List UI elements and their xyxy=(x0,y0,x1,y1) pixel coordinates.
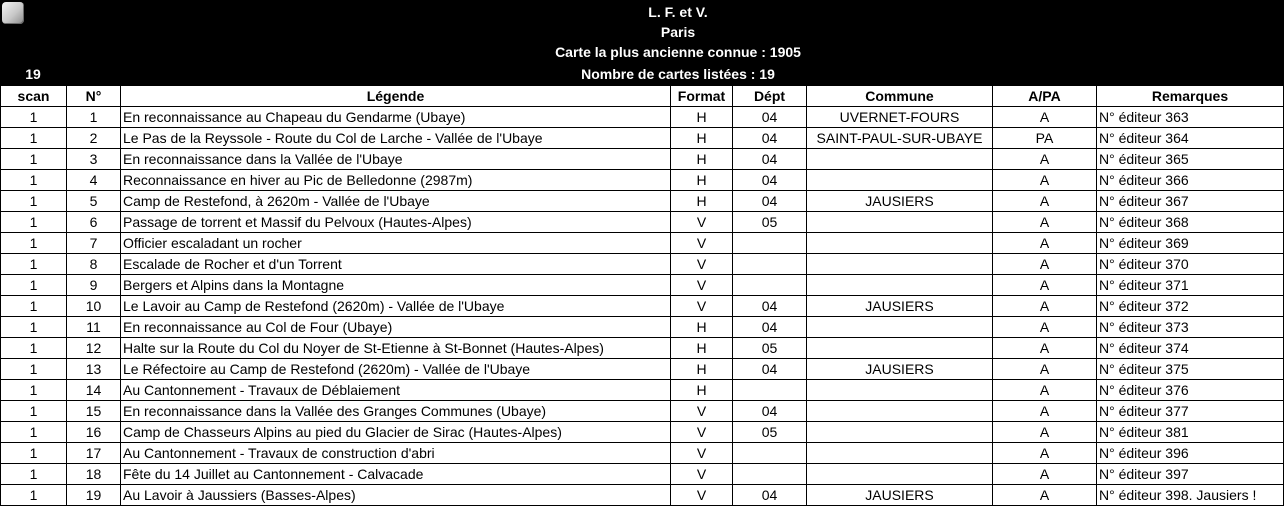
scan-cell[interactable]: 1 xyxy=(1,443,67,464)
column-header-legend[interactable]: Légende xyxy=(121,86,671,107)
remarks-cell[interactable]: N° éditeur 370 xyxy=(1097,254,1284,275)
commune-cell[interactable] xyxy=(807,212,993,233)
format-cell[interactable]: H xyxy=(671,317,733,338)
postcard-table xyxy=(0,85,1284,506)
commune-cell[interactable]: SAINT-PAUL-SUR-UBAYE xyxy=(807,128,993,149)
remarks-cell[interactable]: N° éditeur 374 xyxy=(1097,338,1284,359)
table-row xyxy=(1,422,1284,443)
table-row xyxy=(1,233,1284,254)
a-pa-cell[interactable]: A xyxy=(993,485,1097,506)
legend-cell[interactable]: Halte sur la Route du Col du Noyer de St-Etienne à St-Bonnet (Hautes-Alpes) xyxy=(121,338,671,359)
a-pa-cell[interactable]: A xyxy=(993,254,1097,275)
number-cell[interactable]: 14 xyxy=(67,380,121,401)
department-cell[interactable]: 04 xyxy=(733,485,807,506)
remarks-cell[interactable]: N° éditeur 369 xyxy=(1097,233,1284,254)
table-row xyxy=(1,107,1284,128)
commune-cell[interactable] xyxy=(807,254,993,275)
a-pa-cell[interactable]: A xyxy=(993,275,1097,296)
a-pa-cell[interactable]: A xyxy=(993,380,1097,401)
table-row xyxy=(1,464,1284,485)
scan-cell[interactable]: 1 xyxy=(1,380,67,401)
table-row xyxy=(1,128,1284,149)
department-cell[interactable] xyxy=(733,254,807,275)
commune-cell[interactable] xyxy=(807,443,993,464)
scan-cell[interactable]: 1 xyxy=(1,296,67,317)
table-row xyxy=(1,485,1284,506)
legend-cell[interactable]: Au Cantonnement - Travaux de construction d'abri xyxy=(121,443,671,464)
legend-cell[interactable]: Camp de Chasseurs Alpins au pied du Glacier de Sirac (Hautes-Alpes) xyxy=(121,422,671,443)
legend-cell[interactable]: Escalade de Rocher et d'un Torrent xyxy=(121,254,671,275)
table-row xyxy=(1,191,1284,212)
legend-cell[interactable]: Le Lavoir au Camp de Restefond (2620m) - Vallée de l'Ubaye xyxy=(121,296,671,317)
remarks-cell[interactable]: N° éditeur 377 xyxy=(1097,401,1284,422)
remarks-cell[interactable]: N° éditeur 376 xyxy=(1097,380,1284,401)
format-cell[interactable]: V xyxy=(671,485,733,506)
legend-cell[interactable]: Le Pas de la Reyssole - Route du Col de Larche - Vallée de l'Ubaye xyxy=(121,128,671,149)
remarks-cell[interactable]: N° éditeur 366 xyxy=(1097,170,1284,191)
legend-cell[interactable]: Officier escaladant un rocher xyxy=(121,233,671,254)
number-cell[interactable]: 7 xyxy=(67,233,121,254)
scan-cell[interactable]: 1 xyxy=(1,107,67,128)
commune-cell[interactable] xyxy=(807,464,993,485)
table-row xyxy=(1,317,1284,338)
legend-cell[interactable]: En reconnaissance au Chapeau du Gendarme (Ubaye) xyxy=(121,107,671,128)
commune-cell[interactable]: JAUSIERS xyxy=(807,296,993,317)
remarks-cell[interactable]: N° éditeur 375 xyxy=(1097,359,1284,380)
column-header-commune[interactable]: Commune xyxy=(807,86,993,107)
remarks-cell[interactable]: N° éditeur 364 xyxy=(1097,128,1284,149)
legend-cell[interactable]: En reconnaissance dans la Vallée des Granges Communes (Ubaye) xyxy=(121,401,671,422)
table-row xyxy=(1,380,1284,401)
remarks-cell[interactable]: N° éditeur 372 xyxy=(1097,296,1284,317)
a-pa-cell[interactable]: A xyxy=(993,443,1097,464)
scan-cell[interactable]: 1 xyxy=(1,212,67,233)
table-row xyxy=(1,212,1284,233)
a-pa-cell[interactable]: A xyxy=(993,149,1097,170)
legend-cell[interactable]: Au Lavoir à Jaussiers (Basses-Alpes) xyxy=(121,485,671,506)
a-pa-cell[interactable]: A xyxy=(993,359,1097,380)
department-cell[interactable] xyxy=(733,233,807,254)
legend-cell[interactable]: Au Cantonnement - Travaux de Déblaiement xyxy=(121,380,671,401)
format-cell[interactable]: H xyxy=(671,149,733,170)
number-cell[interactable]: 18 xyxy=(67,464,121,485)
format-cell[interactable]: H xyxy=(671,128,733,149)
number-cell[interactable]: 15 xyxy=(67,401,121,422)
number-cell[interactable]: 16 xyxy=(67,422,121,443)
a-pa-cell[interactable]: A xyxy=(993,233,1097,254)
remarks-cell[interactable]: N° éditeur 363 xyxy=(1097,107,1284,128)
legend-cell[interactable]: Bergers et Alpins dans la Montagne xyxy=(121,275,671,296)
city-label: Paris xyxy=(660,24,696,40)
legend-cell[interactable]: Reconnaissance en hiver au Pic de Belledonne (2987m) xyxy=(121,170,671,191)
table-row xyxy=(1,401,1284,422)
a-pa-cell[interactable]: A xyxy=(993,401,1097,422)
scan-cell[interactable]: 1 xyxy=(1,191,67,212)
format-cell[interactable]: V xyxy=(671,422,733,443)
commune-cell[interactable] xyxy=(807,317,993,338)
a-pa-cell[interactable]: A xyxy=(993,170,1097,191)
table-row xyxy=(1,254,1284,275)
a-pa-cell[interactable]: PA xyxy=(993,128,1097,149)
remarks-cell[interactable]: N° éditeur 371 xyxy=(1097,275,1284,296)
oldest-card-label: Carte la plus ancienne connue : 1905 xyxy=(555,44,801,60)
scan-cell[interactable]: 1 xyxy=(1,359,67,380)
a-pa-cell[interactable]: A xyxy=(993,296,1097,317)
remarks-cell[interactable]: N° éditeur 368 xyxy=(1097,212,1284,233)
commune-cell[interactable] xyxy=(807,149,993,170)
format-cell[interactable]: H xyxy=(671,338,733,359)
commune-cell[interactable]: JAUSIERS xyxy=(807,191,993,212)
scan-cell[interactable]: 1 xyxy=(1,338,67,359)
publisher-title: L. F. et V. xyxy=(648,4,708,20)
scan-cell[interactable]: 1 xyxy=(1,170,67,191)
legend-cell[interactable]: En reconnaissance dans la Vallée de l'Ubaye xyxy=(121,149,671,170)
number-cell[interactable]: 1 xyxy=(67,107,121,128)
sheet-header xyxy=(0,0,1284,86)
a-pa-cell[interactable]: A xyxy=(993,464,1097,485)
table-row xyxy=(1,359,1284,380)
number-cell[interactable]: 6 xyxy=(67,212,121,233)
table-row xyxy=(1,443,1284,464)
format-cell[interactable]: V xyxy=(671,464,733,485)
department-cell[interactable]: 04 xyxy=(733,401,807,422)
format-cell[interactable]: V xyxy=(671,296,733,317)
legend-cell[interactable]: Le Réfectoire au Camp de Restefond (2620m) - Vallée de l'Ubaye xyxy=(121,359,671,380)
a-pa-cell[interactable]: A xyxy=(993,191,1097,212)
column-header-number[interactable]: N° xyxy=(67,86,121,107)
column-header-remarks[interactable]: Remarques xyxy=(1097,86,1284,107)
commune-cell[interactable] xyxy=(807,422,993,443)
commune-cell[interactable]: UVERNET-FOURS xyxy=(807,107,993,128)
legend-cell[interactable]: En reconnaissance au Col de Four (Ubaye) xyxy=(121,317,671,338)
table-row xyxy=(1,170,1284,191)
legend-cell[interactable]: Passage de torrent et Massif du Pelvoux (Hautes-Alpes) xyxy=(121,212,671,233)
cards-listed-label: Nombre de cartes listées : 19 xyxy=(581,66,775,82)
scan-cell[interactable]: 1 xyxy=(1,254,67,275)
department-cell[interactable]: 05 xyxy=(733,338,807,359)
scan-cell[interactable]: 1 xyxy=(1,464,67,485)
number-cell[interactable]: 19 xyxy=(67,485,121,506)
number-cell[interactable]: 17 xyxy=(67,443,121,464)
a-pa-cell[interactable]: A xyxy=(993,317,1097,338)
remarks-cell[interactable]: N° éditeur 381 xyxy=(1097,422,1284,443)
number-cell[interactable]: 10 xyxy=(67,296,121,317)
table-row xyxy=(1,338,1284,359)
remarks-cell[interactable]: N° éditeur 397 xyxy=(1097,464,1284,485)
scan-cell[interactable]: 1 xyxy=(1,233,67,254)
table-row xyxy=(1,149,1284,170)
a-pa-cell[interactable]: A xyxy=(993,212,1097,233)
department-cell[interactable]: 05 xyxy=(733,212,807,233)
scan-cell[interactable]: 1 xyxy=(1,485,67,506)
number-cell[interactable]: 12 xyxy=(67,338,121,359)
commune-cell[interactable]: JAUSIERS xyxy=(807,485,993,506)
legend-cell[interactable]: Camp de Restefond, à 2620m - Vallée de l'Ubaye xyxy=(121,191,671,212)
commune-cell[interactable] xyxy=(807,233,993,254)
format-cell[interactable]: V xyxy=(671,233,733,254)
format-cell[interactable]: V xyxy=(671,254,733,275)
table-row xyxy=(1,275,1284,296)
commune-cell[interactable] xyxy=(807,170,993,191)
remarks-cell[interactable]: N° éditeur 398. Jausiers ! xyxy=(1097,485,1284,506)
department-cell[interactable]: 05 xyxy=(733,422,807,443)
scan-cell[interactable]: 1 xyxy=(1,401,67,422)
format-cell[interactable]: V xyxy=(671,212,733,233)
header-row xyxy=(1,86,1284,107)
number-cell[interactable]: 4 xyxy=(67,170,121,191)
remarks-cell[interactable]: N° éditeur 396 xyxy=(1097,443,1284,464)
commune-cell[interactable]: JAUSIERS xyxy=(807,359,993,380)
department-cell[interactable] xyxy=(733,380,807,401)
format-cell[interactable]: H xyxy=(671,107,733,128)
scan-cell[interactable]: 1 xyxy=(1,275,67,296)
column-header-department[interactable]: Dépt xyxy=(733,86,807,107)
department-cell[interactable]: 04 xyxy=(733,128,807,149)
legend-cell[interactable]: Fête du 14 Juillet au Cantonnement - Calvacade xyxy=(121,464,671,485)
table-row xyxy=(1,296,1284,317)
scan-cell[interactable]: 1 xyxy=(1,128,67,149)
a-pa-cell[interactable]: A xyxy=(993,338,1097,359)
scan-cell[interactable]: 1 xyxy=(1,422,67,443)
commune-cell[interactable] xyxy=(807,275,993,296)
format-cell[interactable]: H xyxy=(671,191,733,212)
number-cell[interactable]: 11 xyxy=(67,317,121,338)
department-cell[interactable]: 04 xyxy=(733,317,807,338)
scan-cell[interactable]: 1 xyxy=(1,149,67,170)
number-cell[interactable]: 9 xyxy=(67,275,121,296)
a-pa-cell[interactable]: A xyxy=(993,107,1097,128)
format-cell[interactable]: H xyxy=(671,359,733,380)
format-cell[interactable]: V xyxy=(671,401,733,422)
remarks-cell[interactable]: N° éditeur 365 xyxy=(1097,149,1284,170)
number-cell[interactable]: 13 xyxy=(67,359,121,380)
column-header-a-pa[interactable]: A/PA xyxy=(993,86,1097,107)
commune-cell[interactable] xyxy=(807,401,993,422)
card-count: 19 xyxy=(25,66,41,82)
scan-cell[interactable]: 1 xyxy=(1,317,67,338)
commune-cell[interactable] xyxy=(807,380,993,401)
column-header-format[interactable]: Format xyxy=(671,86,733,107)
department-cell[interactable]: 04 xyxy=(733,107,807,128)
format-cell[interactable]: V xyxy=(671,443,733,464)
department-cell[interactable] xyxy=(733,275,807,296)
department-cell[interactable]: 04 xyxy=(733,191,807,212)
format-cell[interactable]: H xyxy=(671,170,733,191)
department-cell[interactable]: 04 xyxy=(733,296,807,317)
remarks-cell[interactable]: N° éditeur 367 xyxy=(1097,191,1284,212)
department-cell[interactable] xyxy=(733,464,807,485)
commune-cell[interactable] xyxy=(807,338,993,359)
number-cell[interactable]: 3 xyxy=(67,149,121,170)
department-cell[interactable]: 04 xyxy=(733,359,807,380)
department-cell[interactable]: 04 xyxy=(733,149,807,170)
department-cell[interactable]: 04 xyxy=(733,170,807,191)
remarks-cell[interactable]: N° éditeur 373 xyxy=(1097,317,1284,338)
number-cell[interactable]: 2 xyxy=(67,128,121,149)
format-cell[interactable]: V xyxy=(671,275,733,296)
department-cell[interactable] xyxy=(733,443,807,464)
number-cell[interactable]: 5 xyxy=(67,191,121,212)
format-cell[interactable]: H xyxy=(671,380,733,401)
number-cell[interactable]: 8 xyxy=(67,254,121,275)
column-header-scan[interactable]: scan xyxy=(1,86,67,107)
a-pa-cell[interactable]: A xyxy=(993,422,1097,443)
